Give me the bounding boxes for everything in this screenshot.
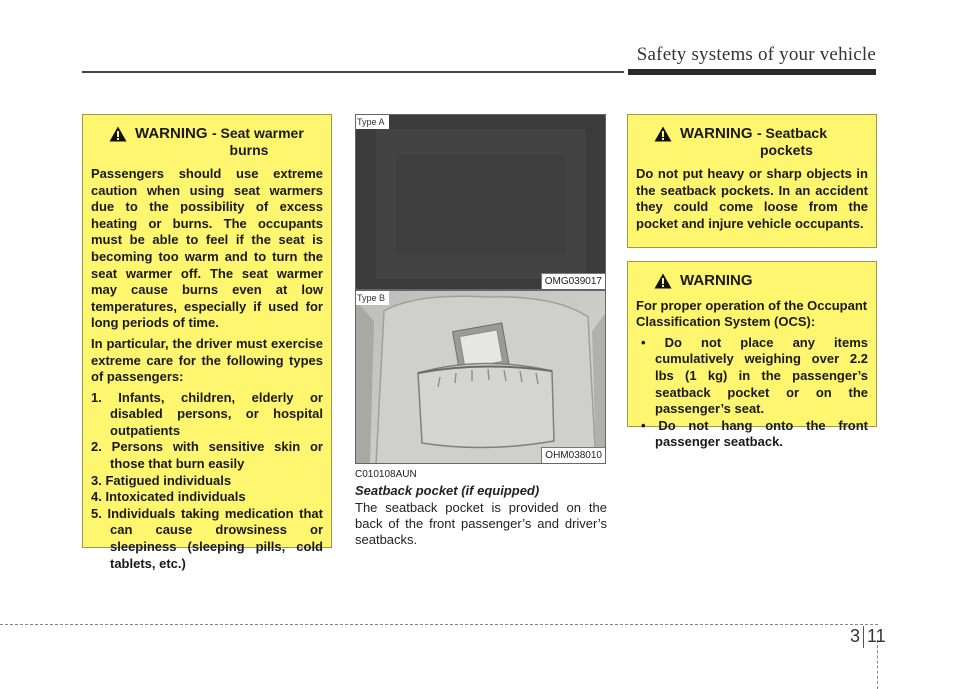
warning-paragraph: In particular, the driver must exercise extreme care for the following types of passengers:: [91, 335, 323, 385]
section-number: 3: [850, 626, 861, 646]
warning-heading: [636, 125, 868, 158]
warning-title: - Seat warmer: [211, 125, 304, 141]
warning-paragraph: Do not put heavy or sharp objects in the seatback pockets. In an accident they could come loose from the pocket and injure vehicle occupants.: [636, 165, 868, 231]
page-header-title: Safety systems of your vehicle: [636, 44, 876, 65]
type-label: Type B: [356, 291, 389, 305]
warning-heading: [636, 272, 868, 290]
warning-box-seatback-pockets: [627, 114, 877, 248]
warning-triangle-icon: [654, 126, 672, 142]
type-label: Type A: [356, 115, 389, 129]
image-code: OHM038010: [541, 447, 605, 463]
section-code: C010108AUN: [355, 469, 417, 480]
warning-triangle-icon: [654, 273, 672, 289]
photo-type-b: [355, 290, 606, 464]
image-code: OMG039017: [541, 273, 605, 289]
warning-title-cont: burns: [229, 141, 269, 158]
seatback-pocket-image: [356, 291, 606, 464]
list-item: • Do not hang onto the front passenger seatback.: [641, 417, 868, 450]
section-text: The seatback pocket is provided on the back of the front passenger’s and driver’s seatbacks.: [355, 500, 607, 547]
list-item: 4. Intoxicated individuals: [91, 489, 246, 505]
warning-word: WARNING: [135, 125, 208, 142]
photo-type-a: [355, 114, 606, 290]
warning-word: WARNING: [680, 272, 753, 289]
header-rule-thick: [628, 69, 876, 75]
page-number-divider: [863, 626, 864, 648]
list-item: 1. Infants, children, elderly or disabled persons, or hospital outpatients: [91, 389, 323, 438]
list-item: • Do not place any items cumulatively weighing over 2.2 lbs (1 kg) in the passenger’s seatback pocket or on the passenger’s seat.: [641, 334, 868, 417]
photo-type-a-image: [356, 115, 606, 290]
footer-rule: [0, 624, 878, 625]
warning-heading: [91, 125, 323, 158]
warning-intro: For proper operation of the Occupant Classification System (OCS):: [636, 297, 868, 330]
section-title: Seatback pocket (if equipped): [355, 483, 540, 498]
warning-word: WARNING: [680, 125, 753, 142]
warning-title-cont: pockets: [760, 141, 813, 158]
warning-paragraph: Passengers should use extreme caution when using seat warmers due to the possibility of excess heating or burns. The occupants must be able to feel if the seat is becoming too warm and to turn the seat warmer off. The seat warmer may cause burns even at low temperatures, especially if used for long periods of time.: [91, 165, 323, 331]
warning-triangle-icon: [109, 126, 127, 142]
warning-box-ocs: [627, 261, 877, 450]
list-item: 3. Fatigued individuals: [91, 472, 232, 488]
list-item: 5. Individuals taking medication that can cause drowsiness or sleepiness (sleeping pills, cold tablets, etc.): [91, 505, 323, 571]
footer-vertical-rule: [877, 640, 878, 689]
warning-title: - Seatback: [756, 125, 827, 141]
list-item: 2. Persons with sensitive skin or those that burn easily: [91, 439, 323, 472]
warning-box-seat-warmer: [82, 114, 332, 571]
page-number: 11: [867, 626, 886, 646]
header-rule: [82, 71, 624, 73]
